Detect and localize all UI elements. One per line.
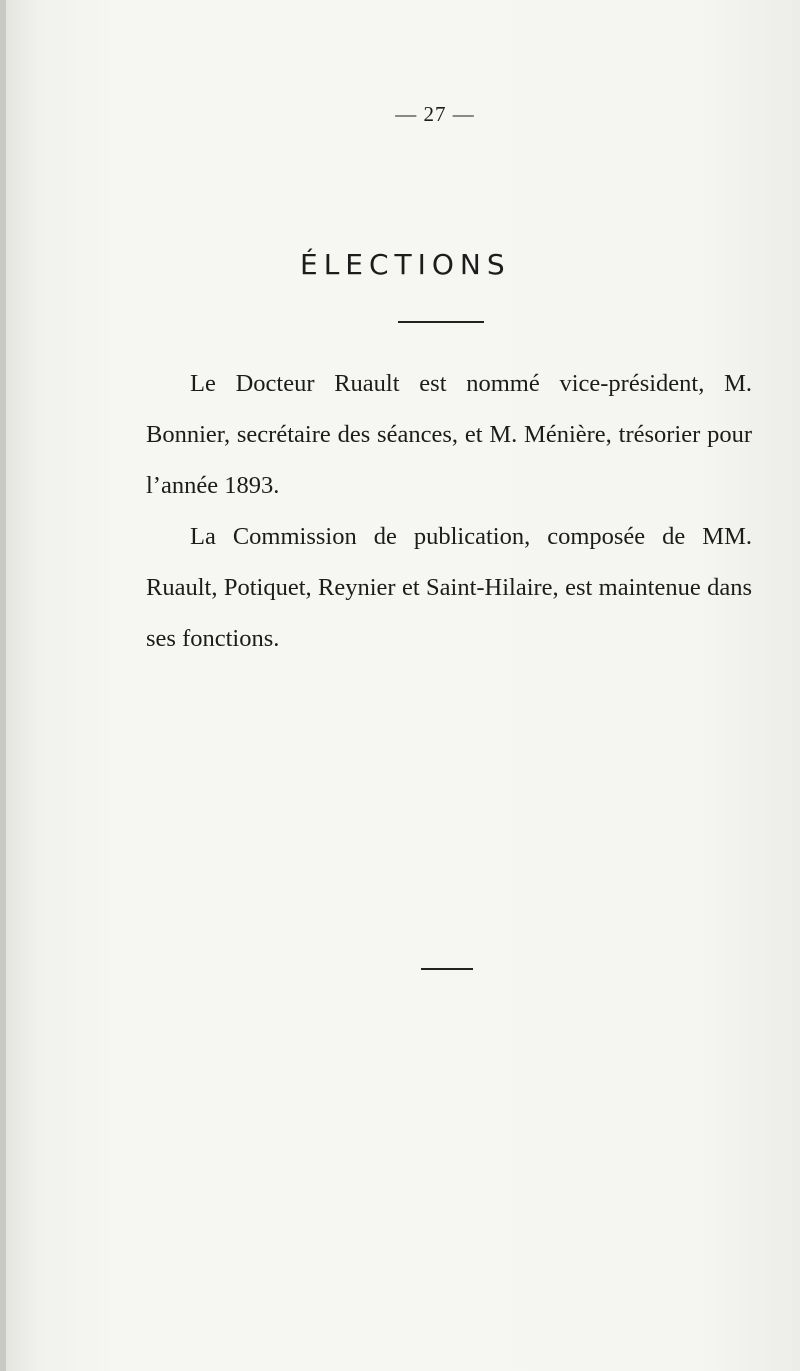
page-number: — 27 —	[395, 102, 475, 126]
page-gutter	[0, 0, 6, 1371]
section-heading: ÉLECTIONS	[300, 248, 511, 281]
heading-rule	[398, 321, 484, 323]
paragraph-1: Le Docteur Ruault est nommé vice-président, M. Bonnier, secrétaire des séances, et M. Ménière, trésorier pour l’année 1893.	[146, 370, 752, 499]
closing-rule	[421, 968, 473, 970]
paragraph-2: La Commission de publication, composée de MM. Ruault, Potiquet, Reynier et Saint-Hilaire, est maintenue dans ses fonctions.	[146, 523, 752, 652]
body-text	[146, 358, 752, 664]
